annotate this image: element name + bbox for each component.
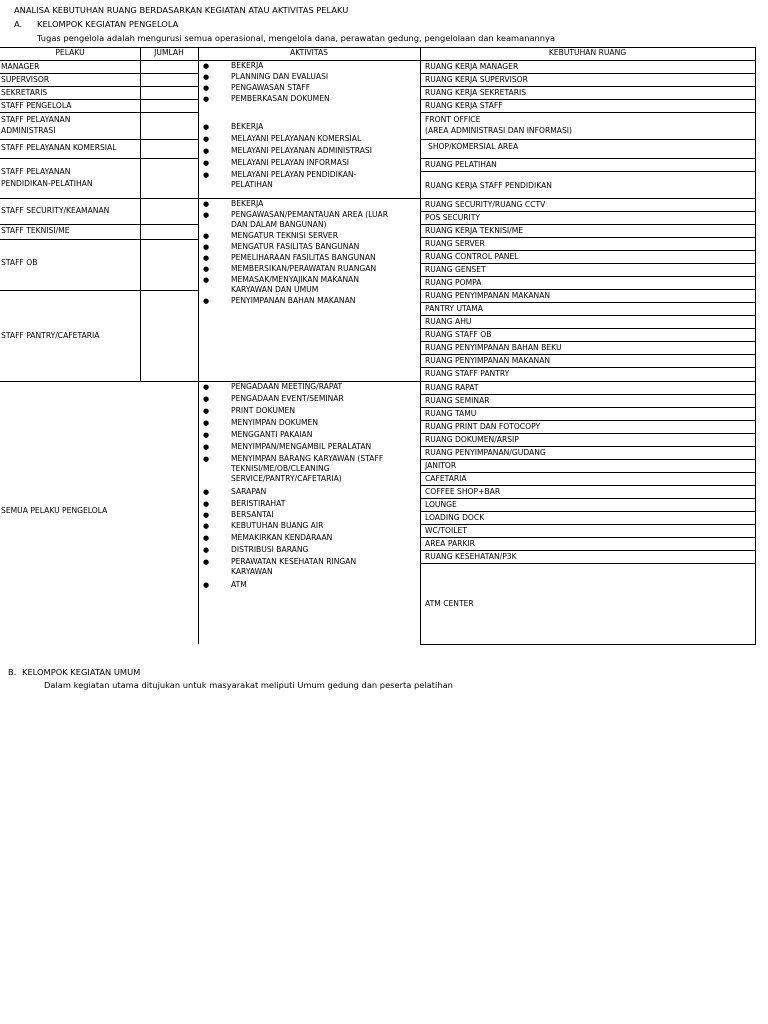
activity-item: MELAYANI PELAYAN INFORMASI (231, 158, 350, 167)
activity-item: MENGGANTI PAKAIAN (231, 430, 313, 439)
activity-item: PENGADAAN MEETING/RAPAT (231, 382, 343, 391)
room-cell-continued: (AREA ADMINISTRASI DAN INFORMASI) (425, 126, 573, 135)
bullet-icon: ● (203, 84, 210, 92)
activity-item: MELAYANI PELAYANAN KOMERSIAL (231, 134, 362, 143)
activity-item: MENYIMPAN/MENGAMBIL PERALATAN (231, 442, 372, 451)
room-cell: POS SECURITY (425, 213, 481, 222)
activity-item: PLANNING DAN EVALUASI (231, 72, 329, 81)
activity-item: PEMBERKASAN DOKUMEN (231, 94, 330, 103)
bullet-icon: ● (203, 265, 210, 273)
room-cell: RUANG KERJA MANAGER (425, 62, 519, 71)
room-cell: RUANG KERJA SUPERVISOR (425, 75, 528, 84)
bullet-icon: ● (203, 443, 210, 451)
bullet-icon: ● (203, 455, 210, 463)
activity-item: PENYIMPANAN BAHAN MAKANAN (231, 296, 356, 305)
bullet-icon: ● (203, 95, 210, 103)
room-cell: RUANG KESEHATAN/P3K (425, 552, 517, 561)
room-cell: RUANG SECURITY/RUANG CCTV (425, 200, 546, 209)
room-cell: COFFEE SHOP+BAR (425, 487, 501, 496)
header-jumlah: JUMLAH (154, 48, 184, 57)
bullet-icon: ● (203, 395, 210, 403)
bullet-icon: ● (203, 254, 210, 262)
activity-item: SARAPAN (231, 487, 267, 496)
bullet-icon: ● (203, 558, 210, 566)
bullet-icon: ● (203, 62, 210, 70)
room-cell: LOADING DOCK (425, 513, 485, 522)
bullet-icon: ● (203, 123, 210, 131)
room-cell: LOUNGE (425, 500, 457, 509)
activity-item: BERISTIRAHAT (231, 499, 286, 508)
room-cell: ATM CENTER (425, 599, 474, 608)
room-cell: WC/TOILET (425, 526, 467, 535)
section-b-description: Dalam kegiatan utama ditujukan untuk masyarakat meliputi Umum gedung dan peserta pelatihan (44, 680, 453, 690)
room-cell: RUANG KERJA STAFF PENDIDIKAN (425, 181, 552, 190)
pelaku-cell: STAFF OB (1, 258, 38, 267)
activity-item: DISTRIBUSI BARANG (231, 545, 309, 554)
bullet-icon: ● (203, 297, 210, 305)
room-cell: CAFETARIA (425, 474, 467, 483)
bullet-icon: ● (203, 431, 210, 439)
pelaku-cell: STAFF SECURITY/KEAMANAN (1, 206, 110, 215)
activity-item: MENYIMPAN DOKUMEN (231, 418, 319, 427)
room-cell: RUANG POMPA (425, 278, 482, 287)
activity-item: PRINT DOKUMEN (231, 406, 296, 415)
pelaku-cell: SEKRETARIS (1, 88, 48, 97)
bullet-icon: ● (203, 171, 210, 179)
bullet-icon: ● (203, 419, 210, 427)
room-cell: RUANG PENYIMPANAN MAKANAN (425, 291, 551, 300)
room-cell: JANITOR (425, 461, 457, 470)
bullet-icon: ● (203, 276, 210, 284)
activity-item: BEKERJA (231, 199, 264, 208)
activity-item: MELAYANI PELAYAN PENDIDIKAN- (231, 170, 357, 179)
activity-item: PENGADAAN EVENT/SEMINAR (231, 394, 344, 403)
activity-item: MELAYANI PELAYANAN ADMINISTRASI (231, 146, 372, 155)
room-cell: RUANG PRINT DAN FOTOCOPY (425, 422, 541, 431)
room-cell: AREA PARKIR (425, 539, 475, 548)
room-cell: RUANG SERVER (425, 239, 485, 248)
bullet-icon: ● (203, 147, 210, 155)
section-a-description: Tugas pengelola adalah mengurusi semua operasional, mengelola dana, perawatan gedung, pengelolaan dan keamanannya (37, 33, 556, 43)
bullet-icon: ● (203, 383, 210, 391)
header-kebutuhan-ruang: KEBUTUHAN RUANG (548, 48, 627, 57)
room-cell: RUANG KERJA STAFF (425, 101, 503, 110)
bullet-icon: ● (203, 135, 210, 143)
activity-item: PENGAWASAN/PEMANTAUAN AREA (LUAR (231, 210, 389, 219)
bullet-icon: ● (203, 200, 210, 208)
activity-item: KEBUTUHAN BUANG AIR (231, 521, 324, 530)
bullet-icon: ● (203, 546, 210, 554)
section-a-marker: A. (14, 19, 23, 29)
activity-item-continued: KARYAWAN (231, 567, 273, 576)
activity-item-continued: DAN DALAM BANGUNAN) (231, 220, 327, 229)
activity-item: BEKERJA (231, 61, 264, 70)
bullet-icon: ● (203, 511, 210, 519)
room-cell: RUANG KERJA SEKRETARIS (425, 88, 527, 97)
room-cell: RUANG STAFF PANTRY (425, 369, 510, 378)
room-cell: RUANG PENYIMPANAN BAHAN BEKU (425, 343, 562, 352)
pelaku-cell: STAFF PENGELOLA (1, 101, 72, 110)
pelaku-cell: STAFF PELAYANAN KOMERSIAL (1, 143, 117, 152)
room-cell: RUANG PENYIMPANAN/GUDANG (425, 448, 546, 457)
bullet-icon: ● (203, 581, 210, 589)
room-cell: RUANG SEMINAR (425, 396, 490, 405)
activity-item-continued: PELATIHAN (231, 180, 273, 189)
room-cell: RUANG STAFF OB (425, 330, 492, 339)
bullet-icon: ● (203, 407, 210, 415)
pelaku-cell: STAFF PANTRY/CAFETARIA (1, 331, 100, 340)
activity-item: PENGAWASAN STAFF (231, 83, 311, 92)
bullet-icon: ● (203, 211, 210, 219)
pelaku-cell: PENDIDIKAN-PELATIHAN (1, 179, 93, 188)
activity-item: MEMASAK/MENYAJIKAN MAKANAN (231, 275, 360, 284)
room-cell: RUANG RAPAT (425, 383, 479, 392)
section-a-heading: KELOMPOK KEGIATAN PENGELOLA (37, 19, 179, 29)
activity-item: MENGATUR FASILITAS BANGUNAN (231, 242, 360, 251)
room-cell: RUANG GENSET (425, 265, 486, 274)
room-cell: SHOP/KOMERSIAL AREA (428, 142, 519, 151)
bullet-icon: ● (203, 534, 210, 542)
bullet-icon: ● (203, 522, 210, 530)
section-b-heading: KELOMPOK KEGIATAN UMUM (22, 667, 141, 677)
room-cell: FRONT OFFICE (425, 115, 481, 124)
pelaku-cell: SUPERVISOR (1, 75, 50, 84)
pelaku-cell: ADMINISTRASI (1, 126, 56, 135)
room-cell: RUANG AHU (425, 317, 472, 326)
activity-item-continued: SERVICE/PANTRY/CAFETARIA) (231, 474, 342, 483)
room-cell: RUANG KERJA TEKNISI/ME (425, 226, 524, 235)
bullet-icon: ● (203, 159, 210, 167)
activity-item: PEMELIHARAAN FASILITAS BANGUNAN (231, 253, 376, 262)
pelaku-cell: MANAGER (1, 62, 40, 71)
bullet-icon: ● (203, 73, 210, 81)
activity-item: BERSANTAI (231, 510, 274, 519)
pelaku-cell: STAFF PELAYANAN (1, 115, 71, 124)
activity-item: MEMAKIRKAN KENDARAAN (231, 533, 333, 542)
section-b-marker: B. (8, 667, 17, 677)
pelaku-cell: STAFF PELAYANAN (1, 167, 71, 176)
activity-item: MENGATUR TEKNISI SERVER (231, 231, 338, 240)
pelaku-cell: SEMUA PELAKU PENGELOLA (1, 506, 108, 515)
activity-item: MEMBERSIKAN/PERAWATAN RUANGAN (231, 264, 377, 273)
header-aktivitas: AKTIVITAS (290, 48, 328, 57)
room-cell: RUANG DOKUMEN/ARSIP (425, 435, 519, 444)
activity-item-continued: KARYAWAN DAN UMUM (231, 285, 319, 294)
bullet-icon: ● (203, 243, 210, 251)
activity-item: BEKERJA (231, 122, 264, 131)
document-title: ANALISA KEBUTUHAN RUANG BERDASARKAN KEGIATAN ATAU AKTIVITAS PELAKU (14, 5, 349, 15)
bullet-icon: ● (203, 232, 210, 240)
activity-item: ATM (231, 580, 247, 589)
room-cell: RUANG PENYIMPANAN MAKANAN (425, 356, 551, 365)
bullet-icon: ● (203, 488, 210, 496)
header-pelaku: PELAKU (55, 48, 85, 57)
activity-item-continued: TEKNISI/ME/OB/CLEANING (231, 464, 330, 473)
bullet-icon: ● (203, 500, 210, 508)
room-cell: RUANG TAMU (425, 409, 477, 418)
activity-item: PERAWATAN KESEHATAN RINGAN (231, 557, 357, 566)
room-cell: PANTRY UTAMA (425, 304, 483, 313)
pelaku-cell: STAFF TEKNISI/ME (1, 226, 70, 235)
room-cell: RUANG CONTROL PANEL (425, 252, 519, 261)
room-cell: RUANG PELATIHAN (425, 160, 497, 169)
activity-item: MENYIMPAN BARANG KARYAWAN (STAFF (231, 454, 384, 463)
